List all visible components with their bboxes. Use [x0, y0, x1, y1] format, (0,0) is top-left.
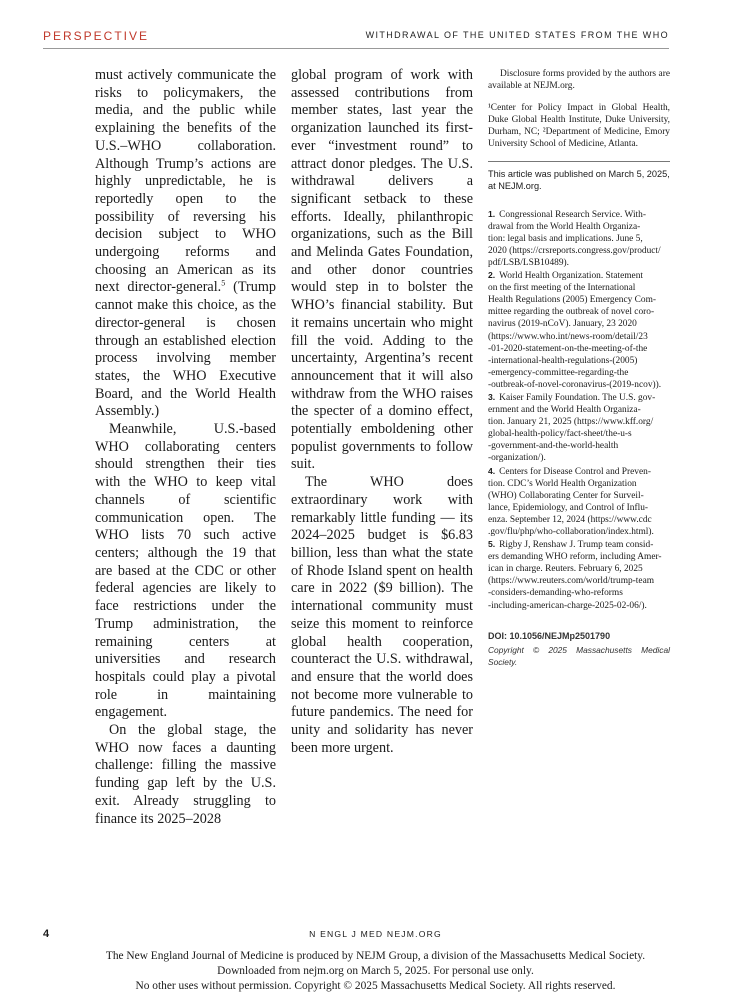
copyright-note: Copyright © 2025 Massachusetts Medical Society.: [488, 644, 670, 667]
journal-footer: N ENGL J MED NEJM.ORG: [309, 929, 442, 939]
reference-line: 5. Rigby J, Renshaw J. Trump team consid-: [488, 539, 654, 551]
reference-line: navirus (2019-nCoV). January, 23 2020: [488, 319, 637, 330]
body-column-1: [95, 67, 276, 828]
reference-line: 2. World Health Organization. Statement: [488, 270, 643, 282]
header-rule: [43, 48, 669, 49]
reference-line: (https://www.reuters.com/world/trump-team: [488, 576, 655, 587]
reference-line: ernment and the World Health Organiza-: [488, 405, 641, 416]
notice-line: No other uses without permission. Copyright © 2025 Massachusetts Medical Society. All rights reserved.: [135, 979, 616, 992]
reference-line: mittee regarding the outbreak of novel coro-: [488, 307, 655, 318]
reference-number: 1.: [488, 208, 496, 219]
reference-line: pdf/LSB/LSB10489).: [488, 257, 569, 268]
reference-line: -outbreak-of-novel-coronavirus-(2019-ncov)).: [488, 379, 662, 390]
reference-line: 2020 (https://crsreports.congress.gov/product/: [488, 245, 661, 256]
reference-line: Health Regulations (2005) Emergency Com-: [488, 295, 657, 306]
reference-line: tion: legal basis and implications. June 5,: [488, 233, 643, 244]
body-column-2: [291, 67, 473, 757]
reference-line: -emergency-committee-regarding-the: [488, 367, 629, 378]
download-notice: [0, 949, 751, 993]
reference-number: 4.: [488, 465, 496, 476]
reference-line: on the first meeting of the International: [488, 283, 636, 294]
divider: [488, 161, 670, 162]
reference-number: 3.: [488, 391, 496, 402]
reference-line: ican in charge. Reuters. February 6, 2025: [488, 564, 643, 575]
disclosure-note: Disclosure forms provided by the authors are available at NEJM.org.: [488, 69, 670, 92]
running-title: WITHDRAWAL OF THE UNITED STATES FROM THE WHO: [365, 30, 669, 40]
reference-list: [488, 208, 670, 612]
reference-line: drawal from the World Health Organiza-: [488, 221, 641, 232]
reference-line: (WHO) Collaborating Center for Surveil-: [488, 490, 644, 501]
reference-line: tion. CDC’s World Health Organization: [488, 478, 637, 489]
reference-line: 4. Centers for Disease Control and Preven-: [488, 465, 651, 477]
reference-line: -government-and-the-world-health: [488, 441, 619, 452]
paragraph: On the global stage, the WHO now faces a daunting challenge: filling the massive funding gap left by the U.S. exit. Already struggling to finance its 2025–2028: [95, 722, 276, 827]
reference-item: [488, 391, 670, 465]
reference-line: tion. January 21, 2025 (https://www.kff.org/: [488, 417, 654, 428]
notice-line: Downloaded from nejm.org on March 5, 2025. For personal use only.: [217, 964, 534, 977]
reference-line: -organization/).: [488, 453, 546, 464]
reference-line: -including-american-charge-2025-02-06/).: [488, 600, 647, 611]
reference-item: [488, 465, 670, 539]
reference-line: .gov/flu/php/who-collaboration/index.html).: [488, 527, 654, 537]
reference-line: enza. September 12, 2024 (https://www.cdc: [488, 514, 652, 525]
section-label: PERSPECTIVE: [43, 29, 150, 43]
reference-number: 5.: [488, 539, 496, 550]
reference-line: 3. Kaiser Family Foundation. The U.S. gov-: [488, 391, 656, 403]
paragraph: The WHO does extraordinary work with remarkably little funding — its 2024–2025 budget is $6.83 billion, less than what the state of Rhode Island spent on health care in 2022 ($9 billion). The international community must seize this moment to reinforce global health cooperation, counteract the U.S. withdrawal, and ensure that the world does not become more vulnerable to future pandemics. The need for unity and solidarity has never been more urgent.: [291, 474, 473, 756]
reference-line: global-health-policy/fact-sheet/the-u-s: [488, 429, 632, 440]
reference-line: 1. Congressional Research Service. With-: [488, 208, 646, 220]
reference-line: -considers-demanding-who-reforms: [488, 588, 623, 599]
paragraph: Meanwhile, U.S.-based WHO collaborating centers should strengthen their ties with the WHO to keep vital channels of scientific communication open. The WHO lists 70 such active centers; although the 19 that are based at the CDC or other federal agencies are likely to face restrictions under the Trump administration, the remaining centers at universities and research hospitals could play a pivotal role in maintaining engagement.: [95, 421, 276, 721]
reference-line: lance, Epidemiology, and Control of Influ-: [488, 502, 649, 513]
paragraph: must actively communicate the risks to policymakers, the media, and the public while explaining the benefits of the U.S.–WHO collaboration. Although Trump’s actions are highly unpredictable, he is reportedly open to the possibility of reversing his decision subject to WHO undergoing reforms and choosing an American as its next director-general.$^5$ (Trump cannot make this choice, as the director-general is chosen through an established election process involving member states, the WHO Executive Board, and the World Health Assembly.): [95, 67, 276, 420]
paragraph: global program of work with assessed contributions from member states, last year the organization launched its first-ever “investment round” to attract donor pledges. The U.S. withdrawal delivers a significant setback to these efforts. Ideally, philanthropic organizations, such as the Bill and Melinda Gates Foundation, and other donor countries would step in to bolster the WHO’s financial stability. But it remains uncertain who might fill the void. Adding to the uncertainty, Argentina’s recent announcement that it will also withdraw from the WHO raises the specter of a domino effect, potentially emboldening other populist governments to follow suit.: [291, 67, 473, 473]
reference-line: ers demanding WHO reform, including Amer-: [488, 552, 662, 563]
doi-link[interactable]: DOI: 10.1056/NEJMp2501790: [488, 630, 611, 641]
page-number: 4: [43, 928, 50, 940]
reference-number: 2.: [488, 270, 496, 281]
notes-column: [488, 68, 670, 668]
reference-line: -international-health-regulations-(2005): [488, 355, 638, 366]
reference-marker[interactable]: 5: [221, 278, 226, 288]
reference-item: [488, 538, 670, 612]
reference-item: [488, 208, 670, 269]
publication-note: This article was published on March 5, 2025, at NEJM.org.: [488, 168, 670, 191]
notice-line: The New England Journal of Medicine is produced by NEJM Group, a division of the Massachusetts Medical Society.: [105, 950, 646, 962]
reference-line: (https://www.who.int/news-room/detail/23: [488, 331, 648, 342]
reference-item: [488, 269, 670, 391]
reference-line: -01-2020-statement-on-the-meeting-of-the: [488, 343, 648, 354]
author-affiliations: ¹Center for Policy Impact in Global Health, Duke Global Health Institute, Duke University, Durham, NC; ²Department of Medicine, Emory University School of Medicine, Atlanta.: [488, 103, 670, 150]
